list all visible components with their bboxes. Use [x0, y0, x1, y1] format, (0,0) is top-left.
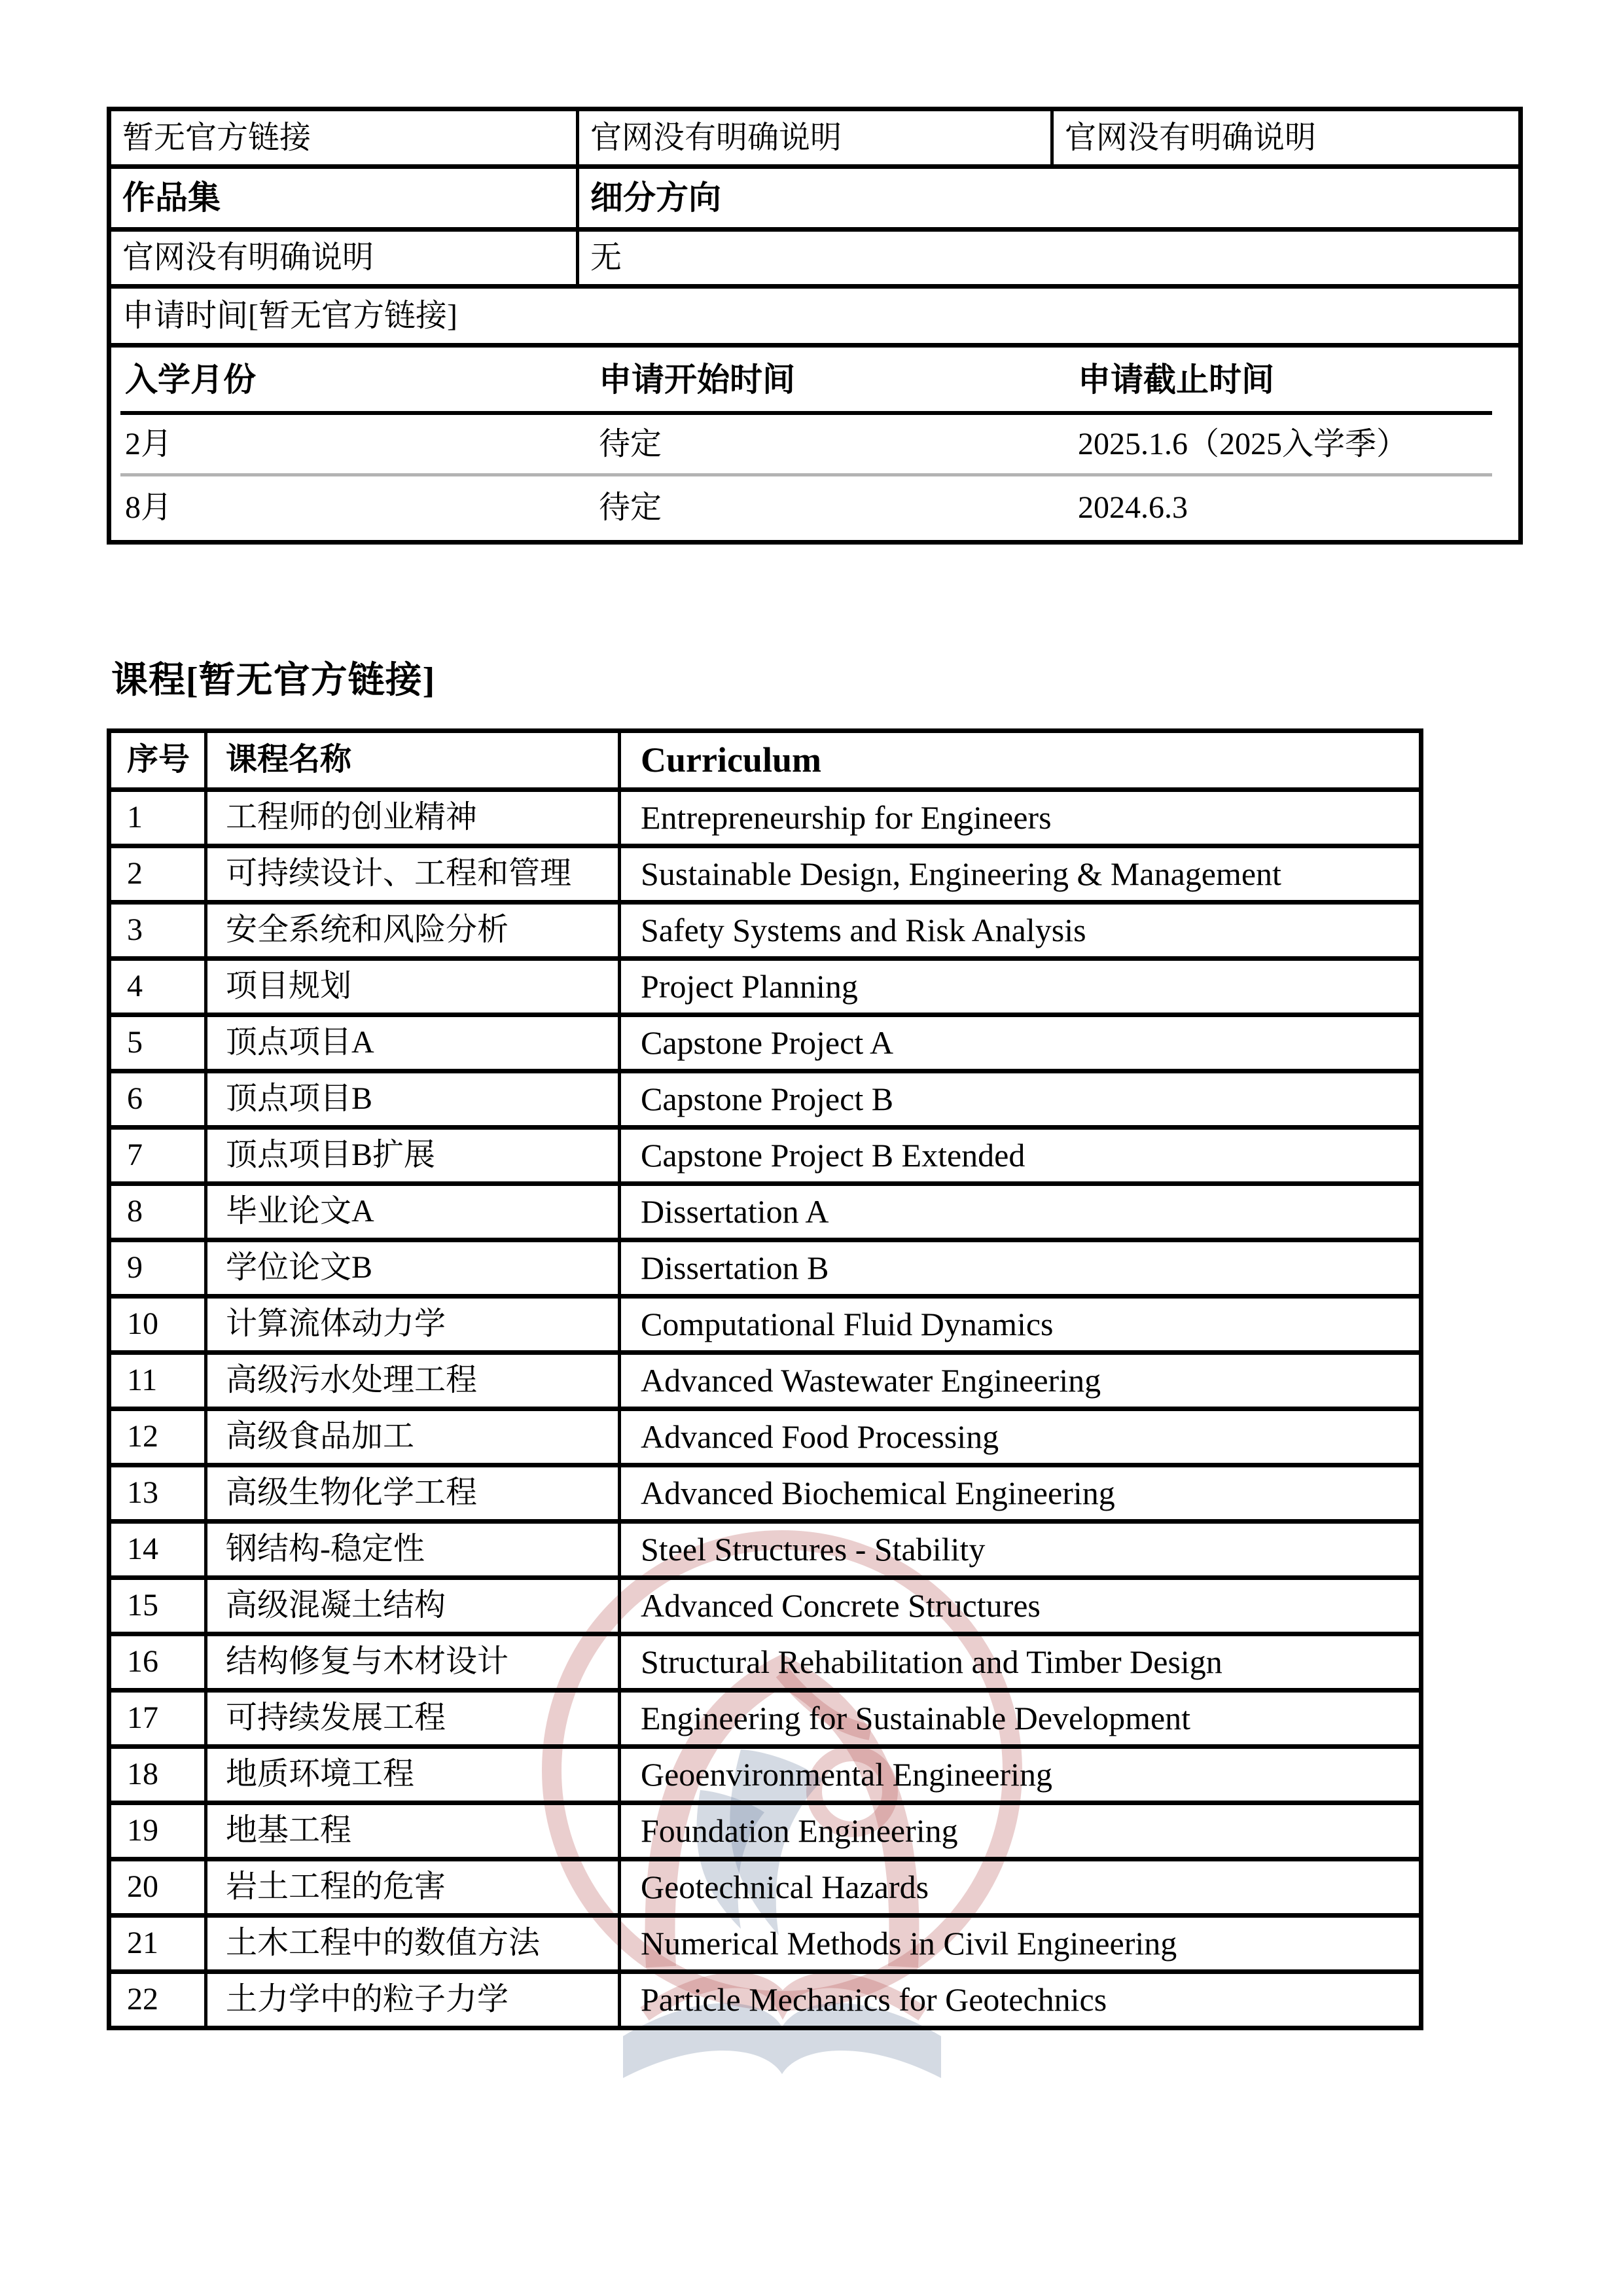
info-label-specialization: 细分方向 — [578, 167, 1521, 230]
course-row — [109, 1297, 1421, 1353]
info-cell-note-1: 官网没有明确说明 — [578, 109, 1052, 167]
course-name-en: Safety Systems and Risk Analysis — [620, 903, 1421, 959]
curriculum-header-index: 序号 — [109, 731, 206, 790]
info-label-portfolio: 作品集 — [109, 167, 578, 230]
course-name-en: Advanced Food Processing — [620, 1409, 1421, 1465]
course-name-cn: 岩土工程的危害 — [206, 1859, 620, 1916]
curriculum-header-course-name-en: Curriculum — [620, 731, 1421, 790]
course-index: 10 — [109, 1297, 206, 1353]
course-row — [109, 1128, 1421, 1184]
course-name-cn: 计算流体动力学 — [206, 1297, 620, 1353]
course-index: 8 — [109, 1184, 206, 1240]
course-name-en: Project Planning — [620, 959, 1421, 1015]
course-name-en: Foundation Engineering — [620, 1803, 1421, 1859]
curriculum-header-course-name-cn: 课程名称 — [206, 731, 620, 790]
schedule-header-deadline: 申请截止时间 — [1078, 361, 1274, 398]
course-row — [109, 1803, 1421, 1859]
course-index: 6 — [109, 1071, 206, 1128]
course-name-en: Advanced Concrete Structures — [620, 1578, 1421, 1634]
course-row — [109, 903, 1421, 959]
course-name-cn: 结构修复与木材设计 — [206, 1634, 620, 1691]
course-row — [109, 1353, 1421, 1409]
course-name-cn: 土木工程中的数值方法 — [206, 1916, 620, 1972]
course-name-en: Capstone Project B — [620, 1071, 1421, 1128]
course-row — [109, 1184, 1421, 1240]
course-name-cn: 顶点项目A — [206, 1015, 620, 1071]
course-name-en: Capstone Project B Extended — [620, 1128, 1421, 1184]
course-index: 4 — [109, 959, 206, 1015]
course-name-cn: 地质环境工程 — [206, 1747, 620, 1803]
course-index: 9 — [109, 1240, 206, 1297]
schedule-intake-month: 2月 — [125, 426, 173, 461]
course-row — [109, 790, 1421, 846]
info-row-schedule — [109, 346, 1521, 543]
course-name-cn: 工程师的创业精神 — [206, 790, 620, 846]
course-row — [109, 1578, 1421, 1634]
course-row — [109, 1015, 1421, 1071]
schedule-row — [120, 476, 1492, 539]
course-row — [109, 1916, 1421, 1972]
course-row — [109, 1972, 1421, 2028]
course-name-en: Geoenvironmental Engineering — [620, 1747, 1421, 1803]
course-index: 3 — [109, 903, 206, 959]
course-name-cn: 毕业论文A — [206, 1184, 620, 1240]
course-index: 12 — [109, 1409, 206, 1465]
course-name-cn: 顶点项目B — [206, 1071, 620, 1128]
course-name-cn: 顶点项目B扩展 — [206, 1128, 620, 1184]
course-name-cn: 项目规划 — [206, 959, 620, 1015]
course-name-en: Computational Fluid Dynamics — [620, 1297, 1421, 1353]
schedule-row — [120, 415, 1492, 476]
course-name-cn: 地基工程 — [206, 1803, 620, 1859]
course-name-cn: 高级混凝土结构 — [206, 1578, 620, 1634]
course-index: 13 — [109, 1465, 206, 1522]
course-name-en: Structural Rehabilitation and Timber Design — [620, 1634, 1421, 1691]
course-row — [109, 1465, 1421, 1522]
course-name-en: Engineering for Sustainable Development — [620, 1691, 1421, 1747]
info-row-application-time — [109, 287, 1521, 346]
course-index: 19 — [109, 1803, 206, 1859]
course-row — [109, 1071, 1421, 1128]
info-cell-note-2: 官网没有明确说明 — [1052, 109, 1521, 167]
course-index: 15 — [109, 1578, 206, 1634]
course-index: 14 — [109, 1522, 206, 1578]
course-row — [109, 1747, 1421, 1803]
course-index: 22 — [109, 1972, 206, 2028]
course-row — [109, 1240, 1421, 1297]
course-name-cn: 学位论文B — [206, 1240, 620, 1297]
schedule-container-cell — [109, 346, 1521, 543]
course-name-en: Sustainable Design, Engineering & Management — [620, 846, 1421, 903]
schedule-deadline: 2024.6.3 — [1078, 490, 1188, 525]
course-index: 20 — [109, 1859, 206, 1916]
course-name-en: Advanced Wastewater Engineering — [620, 1353, 1421, 1409]
course-index: 16 — [109, 1634, 206, 1691]
course-index: 2 — [109, 846, 206, 903]
course-index: 18 — [109, 1747, 206, 1803]
course-index: 17 — [109, 1691, 206, 1747]
schedule-header-row — [120, 349, 1492, 415]
application-time-label: 申请时间[暂无官方链接] — [109, 287, 1521, 346]
course-name-cn: 高级生物化学工程 — [206, 1465, 620, 1522]
curriculum-rows — [109, 790, 1421, 2028]
course-row — [109, 846, 1421, 903]
course-index: 1 — [109, 790, 206, 846]
curriculum-header-row — [109, 731, 1421, 790]
course-name-cn: 可持续发展工程 — [206, 1691, 620, 1747]
course-name-en: Entrepreneurship for Engineers — [620, 790, 1421, 846]
course-index: 21 — [109, 1916, 206, 1972]
course-name-en: Geotechnical Hazards — [620, 1859, 1421, 1916]
info-value-portfolio: 官网没有明确说明 — [109, 230, 578, 287]
course-name-cn: 可持续设计、工程和管理 — [206, 846, 620, 903]
course-name-cn: 土力学中的粒子力学 — [206, 1972, 620, 2028]
schedule-intake-month: 8月 — [125, 490, 173, 525]
course-row — [109, 1859, 1421, 1916]
info-row-section-values — [109, 230, 1521, 287]
info-row-links — [109, 109, 1521, 167]
course-index: 11 — [109, 1353, 206, 1409]
course-name-en: Steel Structures - Stability — [620, 1522, 1421, 1578]
course-name-en: Dissertation A — [620, 1184, 1421, 1240]
curriculum-table — [107, 728, 1423, 2030]
schedule-deadline: 2025.1.6（2025入学季） — [1078, 426, 1408, 461]
course-name-cn: 安全系统和风险分析 — [206, 903, 620, 959]
application-schedule-table — [120, 349, 1492, 539]
info-row-section-labels — [109, 167, 1521, 230]
course-name-en: Dissertation B — [620, 1240, 1421, 1297]
course-name-en: Numerical Methods in Civil Engineering — [620, 1916, 1421, 1972]
course-row — [109, 1522, 1421, 1578]
course-name-cn: 钢结构-稳定性 — [206, 1522, 620, 1578]
course-row — [109, 1691, 1421, 1747]
course-name-en: Capstone Project A — [620, 1015, 1421, 1071]
courses-section-heading: 课程[暂无官方链接] — [111, 660, 436, 701]
course-name-cn: 高级污水处理工程 — [206, 1353, 620, 1409]
course-row — [109, 1634, 1421, 1691]
program-info-table — [107, 107, 1523, 545]
schedule-header-intake-month: 入学月份 — [125, 361, 256, 398]
info-value-specialization: 无 — [578, 230, 1521, 287]
course-name-en: Particle Mechanics for Geotechnics — [620, 1972, 1421, 2028]
course-name-en: Advanced Biochemical Engineering — [620, 1465, 1421, 1522]
schedule-header-start-date: 申请开始时间 — [599, 361, 795, 398]
schedule-start-date: 待定 — [599, 490, 662, 525]
course-name-cn: 高级食品加工 — [206, 1409, 620, 1465]
schedule-start-date: 待定 — [599, 426, 662, 461]
course-row — [109, 1409, 1421, 1465]
schedule-rows — [120, 415, 1492, 539]
course-row — [109, 959, 1421, 1015]
info-cell-official-link: 暂无官方链接 — [109, 109, 578, 167]
course-index: 7 — [109, 1128, 206, 1184]
course-index: 5 — [109, 1015, 206, 1071]
